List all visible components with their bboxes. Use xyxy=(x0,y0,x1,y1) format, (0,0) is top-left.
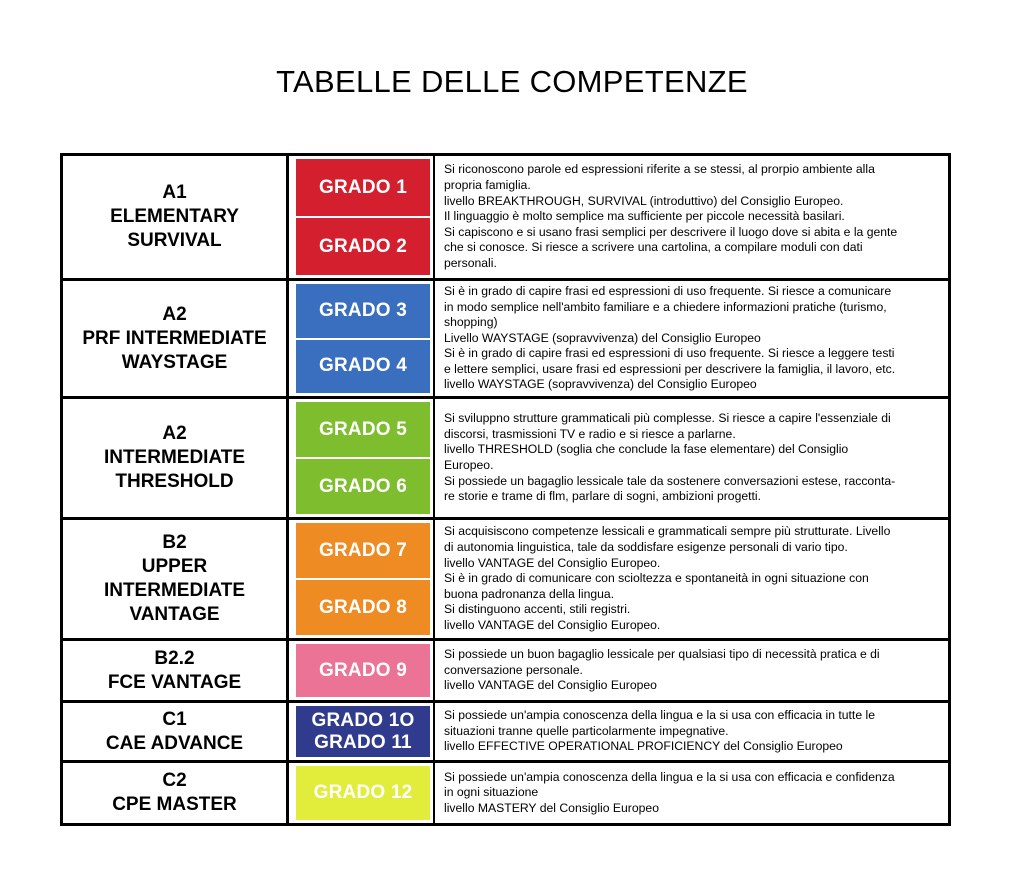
description-line: livello THRESHOLD (soglia che conclude la fase elementare) del Consiglio xyxy=(444,442,849,457)
column-divider xyxy=(433,520,435,638)
description-text xyxy=(444,284,895,393)
level-cell xyxy=(63,281,289,396)
table-row xyxy=(63,517,948,638)
description-line: Si acquisiscono competenze lessicali e grammaticali sempre più strutturate. Livello xyxy=(444,524,891,539)
description-line: livello BREAKTHROUGH, SURVIVAL (introduttivo) del Consiglio Europeo. xyxy=(444,193,844,208)
description-line: conversazione personale. xyxy=(444,662,583,677)
level-label xyxy=(104,531,245,627)
level-label-line: INTERMEDIATE xyxy=(103,580,246,601)
grade-badge xyxy=(296,159,430,216)
description-cell xyxy=(444,399,944,517)
level-cell xyxy=(63,520,289,638)
description-line: in modo semplice nell'ambito familiare e a chiedere informazioni pratiche (turismo, xyxy=(444,299,887,314)
grade-label: GRADO 8 xyxy=(319,596,407,618)
column-divider xyxy=(433,703,435,760)
level-label-line: INTERMEDIATE xyxy=(103,447,246,468)
level-label xyxy=(82,303,266,375)
description-cell xyxy=(444,156,944,278)
description-cell xyxy=(444,520,944,638)
description-line: personali. xyxy=(444,255,497,270)
grade-label: GRADO 12 xyxy=(313,782,413,803)
grade-column xyxy=(296,766,430,820)
description-text xyxy=(444,162,897,271)
grade-badge xyxy=(296,766,430,820)
description-line: livello MASTERY del Consiglio Europeo xyxy=(444,800,659,815)
grade-label: GRADO 9 xyxy=(319,659,407,681)
competence-table xyxy=(60,153,951,826)
description-line: Si sviluppno strutture grammaticali più complesse. Si riesce a capire l'essenziale di xyxy=(444,411,891,426)
description-text xyxy=(444,524,890,633)
column-divider xyxy=(433,156,435,278)
column-divider xyxy=(433,641,435,700)
level-label-line: A1 xyxy=(162,182,187,203)
description-line: Si possiede un bagaglio lessicale tale da sostenere conversazioni estese, racconta- xyxy=(444,473,896,488)
description-line: livello VANTAGE del Consiglio Europeo xyxy=(444,678,657,693)
grade-label: GRADO 1O xyxy=(311,709,415,731)
page-title: TABELLE DELLE COMPETENZE xyxy=(276,64,748,99)
description-cell xyxy=(444,763,944,823)
level-label-line: FCE VANTAGE xyxy=(107,671,242,693)
grade-label: GRADO 6 xyxy=(319,475,407,497)
grade-label: GRADO 7 xyxy=(319,539,407,561)
level-label-line: SURVIVAL xyxy=(127,230,222,251)
level-label-line: UPPER xyxy=(141,556,208,577)
grade-label: GRADO 2 xyxy=(319,235,407,257)
level-label-line: C2 xyxy=(162,770,187,791)
grade-badge xyxy=(296,457,430,514)
column-divider xyxy=(433,281,435,396)
description-text xyxy=(444,411,895,505)
description-cell xyxy=(444,641,944,700)
description-cell xyxy=(444,281,944,396)
level-label-line: WAYSTAGE xyxy=(121,351,228,373)
description-text xyxy=(444,708,875,755)
grade-badge xyxy=(296,284,430,338)
description-line: Si possiede un buon bagaglio lessicale per qualsiasi tipo di necessità pratica e di xyxy=(444,647,880,662)
level-cell xyxy=(63,763,289,823)
table-row xyxy=(63,760,948,823)
level-label-line: PRF INTERMEDIATE xyxy=(82,327,267,349)
grade-column xyxy=(296,644,430,697)
description-line: di autonomia linguistica, tale da soddisfare esigenze personali di vario tipo. xyxy=(444,540,848,555)
description-line: Livello WAYSTAGE (sopravvivenza) del Consiglio Europeo xyxy=(444,330,761,345)
grade-column xyxy=(296,159,430,275)
level-cell xyxy=(63,399,289,517)
table-row xyxy=(63,700,948,760)
description-line: che si conosce. Si riesce a scrivere una cartolina, a compilare moduli con dati xyxy=(444,240,863,255)
description-line: Il linguaggio è molto semplice ma sufficiente per piccole necessità basilari. xyxy=(444,209,845,224)
description-line: Si capiscono e si usano frasi semplici per descrivere il luogo dove si abita e la gente xyxy=(444,224,898,239)
level-cell xyxy=(63,641,289,700)
description-line: Si distinguono accenti, stili registri. xyxy=(444,602,631,617)
description-line: livello VANTAGE del Consiglio Europeo. xyxy=(444,617,661,632)
grade-badge xyxy=(296,706,430,757)
table-row xyxy=(63,156,948,278)
grade-badge xyxy=(296,644,430,697)
level-label xyxy=(108,647,241,695)
description-line: Si possiede un'ampia conoscenza della lingua e la si usa con efficacia in tutte le xyxy=(444,708,875,723)
level-label xyxy=(104,422,245,494)
level-label-line: A2 xyxy=(162,423,187,444)
level-label-line: VANTAGE xyxy=(129,604,220,625)
level-label-line: B2 xyxy=(162,532,187,553)
description-line: Si possiede un'ampia conoscenza della lingua e la si usa con efficacia e confidenza xyxy=(444,769,895,784)
description-line: e lettere semplici, usare frasi ed espressioni per descrivere la famiglia, il lavoro, etc. xyxy=(444,361,896,376)
description-line: Si riconoscono parole ed espressioni riferite a se stessi, al prorpio ambiente alla xyxy=(444,162,875,177)
grade-badge xyxy=(296,523,430,578)
description-line: propria famiglia. xyxy=(444,178,531,193)
table-row xyxy=(63,396,948,517)
level-cell xyxy=(63,703,289,760)
description-line: situazioni tranne quelle particolarmente impegnative. xyxy=(444,723,729,738)
table-row xyxy=(63,278,948,396)
table-row xyxy=(63,638,948,700)
description-line: in ogni situazione xyxy=(444,785,539,800)
description-line: buona padronanza della lingua. xyxy=(444,586,615,601)
grade-badge xyxy=(296,338,430,394)
description-line: livello EFFECTIVE OPERATIONAL PROFICIENCY del Consiglio Europeo xyxy=(444,739,843,754)
grade-badge xyxy=(296,578,430,635)
level-label-line: B2.2 xyxy=(154,647,195,669)
description-line: Si è in grado di capire frasi ed espressioni di uso frequente. Si riesce a comunicare xyxy=(444,283,892,298)
grade-column xyxy=(296,706,430,757)
level-label xyxy=(112,769,237,817)
description-line: re storie e trame di flm, parlare di sogni, ambizioni progetti. xyxy=(444,489,762,504)
description-line: Si è in grado di capire frasi ed espressioni di uso frequente. Si riesce a leggere testi xyxy=(444,346,895,361)
level-label-line: ELEMENTARY xyxy=(110,206,239,227)
description-text xyxy=(444,647,880,694)
grade-label: GRADO 11 xyxy=(314,731,412,753)
grade-label: GRADO 1 xyxy=(319,176,407,198)
level-label xyxy=(106,708,243,756)
description-cell xyxy=(444,703,944,760)
grade-badge xyxy=(296,216,430,275)
grade-label: GRADO 4 xyxy=(319,355,407,377)
grade-column xyxy=(296,523,430,635)
grade-label: GRADO 5 xyxy=(319,418,407,440)
grade-label: GRADO 3 xyxy=(319,299,407,321)
level-label xyxy=(110,181,239,253)
description-line: livello WAYSTAGE (sopravvivenza) del Consiglio Europeo xyxy=(444,377,757,392)
description-line: Si è in grado di comunicare con scioltezza e spontaneità in ogni situazione con xyxy=(444,571,869,586)
column-divider xyxy=(433,763,435,823)
description-line: discorsi, trasmissioni TV e radio e si riesce a parlarne. xyxy=(444,426,736,441)
grade-column xyxy=(296,284,430,393)
grade-badge xyxy=(296,402,430,457)
column-divider xyxy=(433,399,435,517)
description-line: Europeo. xyxy=(444,458,494,472)
level-label-line: CPE MASTER xyxy=(112,794,237,815)
level-label-line: A2 xyxy=(162,303,187,325)
description-line: livello VANTAGE del Consiglio Europeo. xyxy=(444,555,661,570)
level-label-line: CAE ADVANCE xyxy=(105,732,244,754)
description-text xyxy=(444,770,895,817)
description-line: shopping) xyxy=(444,315,498,330)
level-cell xyxy=(63,156,289,278)
level-label-line: THRESHOLD xyxy=(115,471,234,492)
level-label-line: C1 xyxy=(162,708,187,730)
grade-column xyxy=(296,402,430,514)
